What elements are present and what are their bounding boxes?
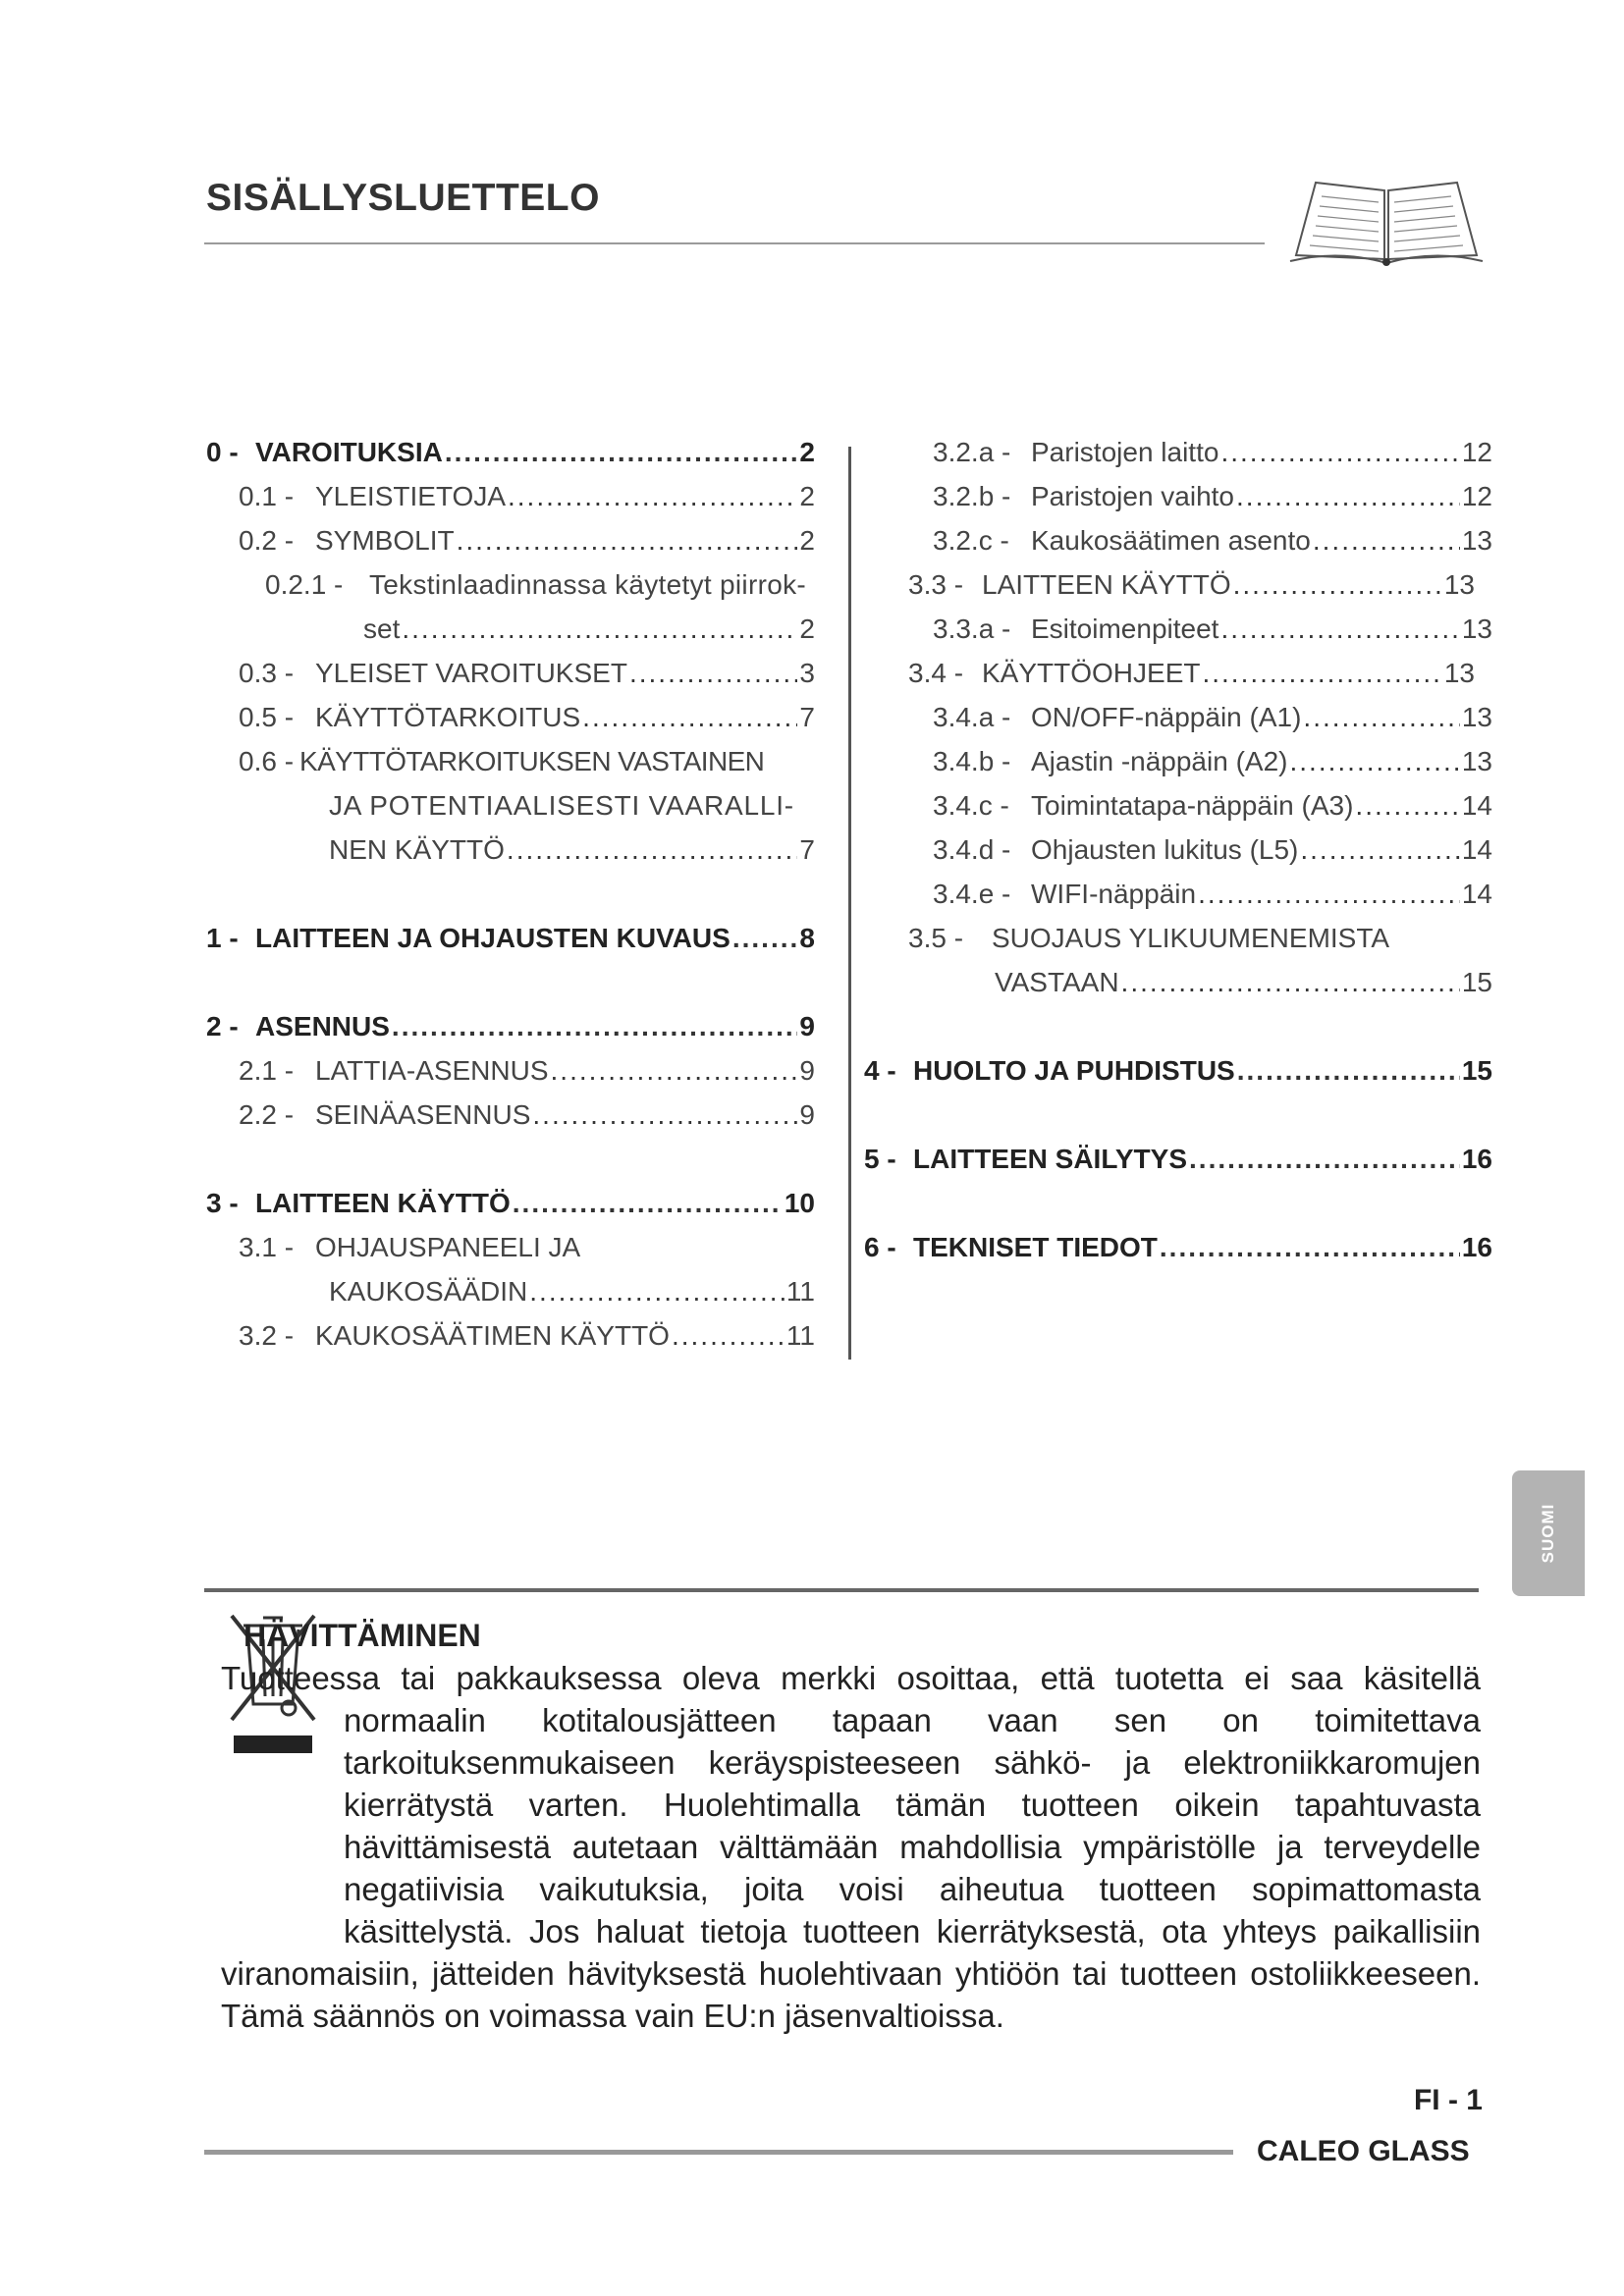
book-icon	[1286, 165, 1487, 267]
toc-entry[interactable]: 2 - ASENNUS ..... 9	[206, 1011, 815, 1055]
toc-entry-continued[interactable]: NEN KÄYTTÖ ..... 7	[206, 834, 815, 879]
toc-column-divider	[848, 447, 851, 1360]
toc-entry[interactable]: 3.5 - SUOJAUS YLIKUUMENEMISTA	[908, 923, 1390, 953]
toc-entry[interactable]: 1 - LAITTEEN JA OHJAUSTEN KUVAUS ..... 8	[206, 923, 815, 967]
toc-entry[interactable]: 2.2 - SEINÄASENNUS ..... 9	[206, 1099, 815, 1144]
toc-entry-continued[interactable]: VASTAAN ..... 15	[864, 967, 1492, 1011]
toc-right-column	[864, 437, 1492, 1276]
toc-entry[interactable]: 3.4.e - WIFI-näppäin ..... 14	[864, 879, 1492, 923]
toc-entry[interactable]: 3.3 - LAITTEEN KÄYTTÖ ..... 13	[864, 569, 1492, 614]
toc-entry-continued[interactable]: KAUKOSÄÄDIN ..... 11	[206, 1276, 815, 1320]
toc-entry[interactable]: 3.4.d - Ohjausten lukitus (L5) ..... 14	[864, 834, 1492, 879]
toc-entry[interactable]: 5 - LAITTEEN SÄILYTYS ..... 16	[864, 1144, 1492, 1188]
title-divider	[204, 242, 1265, 244]
footer-divider	[204, 2150, 1233, 2155]
toc-entry[interactable]: 3.3.a - Esitoimenpiteet ..... 13	[864, 614, 1492, 658]
disposal-text: Tuotteessa tai pakkauksessa oleva merkki osoittaa, että tuotetta ei saa käsitellä normaalin kotitalousjätteen tapaan vaan sen on toimitettava tarkoituksenmukaiseen keräyspisteeseen sähkö- ja elektroniikkaromujen kierrätystä varten. Huolehtimalla tämän tuotteen oikein tapahtuvasta hävittämisestä autetaan välttämään mahdollisia ympäristölle ja terveydelle negatiivisia vaikutuksia, joita voisi aiheutua tuotteen sopimattomasta käsittelystä. Jos haluat tietoja tuotteen kierrätyksestä, ota yhteys paikallisiin viranomaisiin, jätteiden hävityksestä huolehtivaan yhtiöön tai tuotteen ostoliikkeeseen. Tämä säännös on voimassa vain EU:n jäsenvaltioissa.	[221, 1660, 1481, 2034]
page-number: FI - 1	[1413, 2084, 1483, 2116]
toc-entry[interactable]: 3.4.a - ON/OFF-näppäin (A1) ..... 13	[864, 702, 1492, 746]
toc-entry[interactable]: 2.1 - LATTIA-ASENNUS ..... 9	[206, 1055, 815, 1099]
toc-left-column	[206, 437, 815, 1364]
toc-entry[interactable]: 3.4 - KÄYTTÖOHJEET ..... 13	[864, 658, 1492, 702]
toc-entry[interactable]: 0.1 - YLEISTIETOJA ..... 2	[206, 481, 815, 525]
toc-entry[interactable]: 3.2.c - Kaukosäätimen asento ..... 13	[864, 525, 1492, 569]
disposal-divider	[204, 1588, 1479, 1592]
toc-entry[interactable]: 0.2.1 - Tekstinlaadinnassa käytetyt piirrok-	[265, 569, 806, 600]
toc-entry[interactable]: 3.1 - OHJAUSPANEELI JA	[239, 1232, 581, 1262]
toc-entry[interactable]: 3 - LAITTEEN KÄYTTÖ ..... 10	[206, 1188, 815, 1232]
toc-entry[interactable]: 0 - VAROITUKSIA ..... 2	[206, 437, 815, 481]
language-tab[interactable]	[1512, 1470, 1585, 1596]
product-name: CALEO GLASS	[1257, 2135, 1470, 2167]
language-tab-label: SUOMI	[1539, 1503, 1557, 1564]
toc-entry[interactable]: 0.2 - SYMBOLIT ..... 2	[206, 525, 815, 569]
toc-entry[interactable]: 6 - TEKNISET TIEDOT ..... 16	[864, 1232, 1492, 1276]
toc-entry[interactable]: 0.3 - YLEISET VAROITUKSET ..... 3	[206, 658, 815, 702]
toc-entry[interactable]: 4 - HUOLTO JA PUHDISTUS ..... 15	[864, 1055, 1492, 1099]
toc-entry[interactable]: 3.2.a - Paristojen laitto ..... 12	[864, 437, 1492, 481]
page-title: SISÄLLYSLUETTELO	[206, 177, 600, 219]
toc-entry-continued[interactable]: set ..... 2	[206, 614, 815, 658]
toc-entry-continued: JA POTENTIAALISESTI VAARALLI-	[329, 790, 794, 821]
toc-entry[interactable]: 3.2.b - Paristojen vaihto ..... 12	[864, 481, 1492, 525]
disposal-heading: HÄVITTÄMINEN	[244, 1618, 481, 1653]
toc-entry[interactable]: 0.6 - KÄYTTÖTARKOITUKSEN VASTAINEN	[239, 746, 765, 776]
toc-entry[interactable]: 0.5 - KÄYTTÖTARKOITUS ..... 7	[206, 702, 815, 746]
toc-entry[interactable]: 3.4.c - Toimintatapa-näppäin (A3) ..... 14	[864, 790, 1492, 834]
toc-entry[interactable]: 3.4.b - Ajastin -näppäin (A2) ..... 13	[864, 746, 1492, 790]
toc-entry[interactable]: 3.2 - KAUKOSÄÄTIMEN KÄYTTÖ ..... 11	[206, 1320, 815, 1364]
